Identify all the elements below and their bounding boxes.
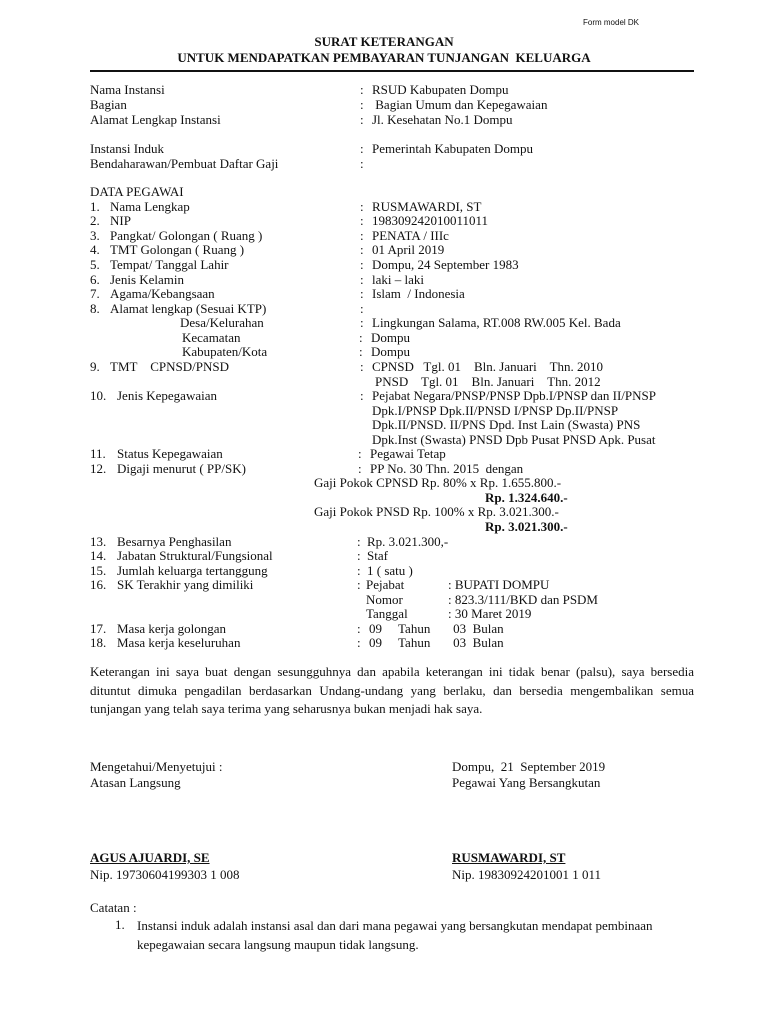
- item-number: 7.: [90, 286, 100, 301]
- item-colon: :: [360, 301, 364, 316]
- item-number: 17.: [90, 621, 107, 636]
- tmt-cpnsd-line: CPNSD Tgl. 01 Bln. Januari Thn. 2010: [372, 359, 604, 374]
- item-colon: :: [360, 286, 364, 301]
- item-label: SK Terakhir yang dimiliki: [117, 577, 254, 592]
- item-colon: :: [360, 242, 364, 257]
- item-number: 9.: [90, 359, 100, 374]
- section-heading-data-pegawai: DATA PEGAWAI: [90, 184, 184, 199]
- field-label: Nama Instansi: [90, 82, 165, 97]
- gaji-cpnsd-total: Rp. 1.324.640.-: [485, 490, 568, 505]
- item-number: 1.: [90, 199, 100, 214]
- item-number: 10.: [90, 388, 107, 403]
- field-colon: :: [360, 97, 364, 112]
- item-value: 1 ( satu ): [367, 563, 413, 578]
- gaji-cpnsd-line: Gaji Pokok CPNSD Rp. 80% x Rp. 1.655.800.-: [314, 475, 562, 490]
- item-colon: :: [360, 228, 364, 243]
- item-colon: :: [358, 461, 362, 476]
- item-value: Dompu, 24 September 1983: [372, 257, 519, 272]
- item-value: Islam / Indonesia: [372, 286, 465, 301]
- item-label: Status Kepegawaian: [117, 446, 223, 461]
- gaji-pnsd-total: Rp. 3.021.300.-: [485, 519, 568, 534]
- tmt-pnsd-line: PNSD Tgl. 01 Bln. Januari Thn. 2012: [375, 374, 601, 389]
- item-value: 09 Tahun 03 Bulan: [369, 621, 504, 636]
- item-value: Pegawai Tetap: [370, 446, 446, 461]
- field-colon: :: [360, 112, 364, 127]
- item-value: PP No. 30 Thn. 2015 dengan: [370, 461, 524, 476]
- sign-right-line1: Dompu, 21 September 2019: [452, 759, 606, 774]
- item-label: Masa kerja keseluruhan: [117, 635, 241, 650]
- item-label: NIP: [110, 213, 131, 228]
- jenis-line: Pejabat Negara/PNSP/PNSP Dpb.I/PNSP dan II/PNSP: [372, 388, 656, 403]
- item-number: 16.: [90, 577, 107, 592]
- sk-value: : 823.3/111/BKD dan PSDM: [448, 592, 598, 607]
- sign-right-line2: Pegawai Yang Bersangkutan: [452, 775, 601, 790]
- item-label: Digaji menurut ( PP/SK): [117, 461, 246, 476]
- sign-right-name: RUSMAWARDI, ST: [452, 850, 566, 865]
- field-colon: :: [360, 156, 364, 171]
- title-divider: [90, 70, 694, 72]
- address-label: Kecamatan: [182, 330, 241, 345]
- item-value: 01 April 2019: [372, 242, 445, 257]
- item-colon: :: [357, 548, 361, 563]
- jenis-line: Dpk.Inst (Swasta) PNSD Dpb Pusat PNSD Apk. Pusat: [372, 432, 656, 447]
- item-number: 13.: [90, 534, 107, 549]
- item-colon: :: [358, 446, 362, 461]
- item-colon: :: [360, 213, 364, 228]
- item-number: 12.: [90, 461, 107, 476]
- item-colon: :: [357, 621, 361, 636]
- item-label: TMT CPNSD/PNSD: [110, 359, 229, 374]
- field-label: Alamat Lengkap Instansi: [90, 112, 221, 127]
- sk-value: : BUPATI DOMPU: [448, 577, 550, 592]
- field-label: Bagian: [90, 97, 127, 112]
- jenis-line: Dpk.I/PNSP Dpk.II/PNSD I/PNSP Dp.II/PNSP: [372, 403, 619, 418]
- item-number: 18.: [90, 635, 107, 650]
- sk-key: Pejabat: [366, 577, 405, 592]
- address-colon: :: [359, 344, 363, 359]
- catatan-heading: Catatan :: [90, 900, 137, 915]
- item-label: Jumlah keluarga tertanggung: [117, 563, 268, 578]
- jenis-line: Dpk.II/PNSD. II/PNS Dpd. Inst Lain (Swasta) PNS: [372, 417, 641, 432]
- item-number: 8.: [90, 301, 100, 316]
- item-colon: :: [360, 199, 364, 214]
- gaji-pnsd-line: Gaji Pokok PNSD Rp. 100% x Rp. 3.021.300.-: [314, 504, 559, 519]
- sk-value: : 30 Maret 2019: [448, 606, 532, 621]
- sk-key: Tanggal: [366, 606, 408, 621]
- item-value: PENATA / IIIc: [372, 228, 449, 243]
- statement-paragraph: Keterangan ini saya buat dengan sesungguhnya dan apabila keterangan ini tidak benar (palsu), saya bersedia dituntut dimuka pengadilan berdasarkan Undang-undang yang berlaku, dan bersedia mengembalikan semua tunjangan yang telah saya terima yang seharusnya bukan menjadi hak saya.: [90, 664, 694, 716]
- catatan-text: Instansi induk adalah instansi asal dan dari mana pegawai yang bersangkutan mendapat pembinaan kepegawaian secara langsung maupun tidak langsung.: [137, 918, 653, 952]
- item-colon: :: [357, 635, 361, 650]
- sign-left-line2: Atasan Langsung: [90, 775, 181, 790]
- item-label: Alamat lengkap (Sesuai KTP): [110, 301, 267, 316]
- field-colon: :: [360, 141, 364, 156]
- address-value: Lingkungan Salama, RT.008 RW.005 Kel. Bada: [372, 315, 621, 330]
- sign-left-line1: Mengetahui/Menyetujui :: [90, 759, 223, 774]
- item-value: RUSMAWARDI, ST: [372, 199, 482, 214]
- item-number: 11.: [90, 446, 106, 461]
- item-colon: :: [357, 534, 361, 549]
- field-value: Jl. Kesehatan No.1 Dompu: [372, 112, 513, 127]
- item-colon: :: [357, 577, 361, 592]
- item-value: 198309242010011011: [372, 213, 489, 228]
- item-label: Besarnya Penghasilan: [117, 534, 232, 549]
- item-value: laki – laki: [372, 272, 424, 287]
- item-value: Staf: [367, 548, 388, 563]
- item-colon: :: [360, 359, 364, 374]
- field-label: Instansi Induk: [90, 141, 165, 156]
- item-label: Jenis Kelamin: [110, 272, 185, 287]
- item-number: 3.: [90, 228, 100, 243]
- item-label: Masa kerja golongan: [117, 621, 227, 636]
- address-colon: :: [360, 315, 364, 330]
- field-colon: :: [360, 82, 364, 97]
- document-title: SURAT KETERANGAN: [314, 34, 454, 49]
- sign-right-nip: Nip. 19830924201001 1 011: [452, 867, 602, 882]
- item-number: 2.: [90, 213, 100, 228]
- item-number: 14.: [90, 548, 107, 563]
- item-label: Pangkat/ Golongan ( Ruang ): [110, 228, 263, 243]
- field-value: RSUD Kabupaten Dompu: [372, 82, 509, 97]
- address-colon: :: [359, 330, 363, 345]
- item-label: Jenis Kepegawaian: [117, 388, 217, 403]
- field-value: Pemerintah Kabupaten Dompu: [372, 141, 534, 156]
- sign-left-nip: Nip. 19730604199303 1 008: [90, 867, 240, 882]
- field-value: Bagian Umum dan Kepegawaian: [372, 97, 548, 112]
- catatan-number: 1.: [115, 917, 125, 932]
- item-colon: :: [357, 563, 361, 578]
- item-number: 4.: [90, 242, 100, 257]
- address-value: Dompu: [371, 344, 410, 359]
- item-colon: :: [360, 272, 364, 287]
- item-label: Jabatan Struktural/Fungsional: [117, 548, 273, 563]
- address-value: Dompu: [371, 330, 410, 345]
- item-value: 09 Tahun 03 Bulan: [369, 635, 504, 650]
- address-label: Desa/Kelurahan: [180, 315, 264, 330]
- item-colon: :: [360, 388, 364, 403]
- sign-left-name: AGUS AJUARDI, SE: [90, 850, 210, 865]
- item-label: TMT Golongan ( Ruang ): [110, 242, 245, 257]
- document-subtitle: UNTUK MENDAPATKAN PEMBAYARAN TUNJANGAN KELUARGA: [177, 50, 591, 65]
- item-label: Agama/Kebangsaan: [110, 286, 215, 301]
- item-number: 15.: [90, 563, 107, 578]
- form-model-label: Form model DK: [583, 18, 640, 27]
- field-label: Bendaharawan/Pembuat Daftar Gaji: [90, 156, 279, 171]
- item-label: Nama Lengkap: [110, 199, 190, 214]
- item-colon: :: [360, 257, 364, 272]
- item-value: Rp. 3.021.300,-: [367, 534, 449, 549]
- item-number: 6.: [90, 272, 100, 287]
- item-label: Tempat/ Tanggal Lahir: [110, 257, 229, 272]
- address-label: Kabupaten/Kota: [182, 344, 268, 359]
- sk-key: Nomor: [366, 592, 403, 607]
- item-number: 5.: [90, 257, 100, 272]
